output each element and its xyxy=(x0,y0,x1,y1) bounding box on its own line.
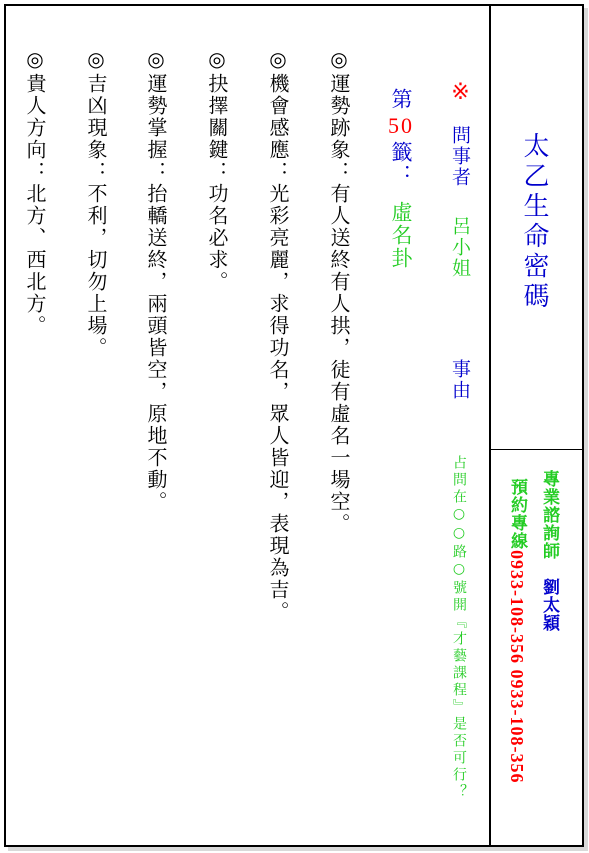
line-fortune-control: ◎運勢掌握：抬轎送終，兩頭皆空，原地不動。 xyxy=(144,47,168,513)
column-divider xyxy=(489,4,491,847)
lot-name: 虛名卦 xyxy=(389,201,413,270)
line-luck-omen: ◎吉凶現象：不利，切勿上場。 xyxy=(84,47,108,359)
consultant-label xyxy=(540,470,557,632)
lot-column xyxy=(388,88,414,270)
phone-label: 預約專線 xyxy=(507,478,527,550)
phone-numbers: 0933-108-356 0933-108-356 xyxy=(507,550,527,784)
reason-label: 事由 xyxy=(449,359,471,401)
consultant-label-text: 專業諮詢師 xyxy=(539,470,559,560)
lot-suffix: 籤： xyxy=(389,141,413,187)
asker-name: 呂小姐 xyxy=(449,216,471,279)
line-fortune-signs: ◎運勢跡象：有人送終有人拱，徒有虛名一場空。 xyxy=(327,47,351,535)
lot-prefix: 第 xyxy=(389,88,413,111)
row-divider xyxy=(489,449,584,450)
query-column xyxy=(449,80,471,401)
consultant-name: 劉太穎 xyxy=(539,578,559,632)
mark-icon: ※ xyxy=(448,80,473,107)
phone-line xyxy=(508,478,526,783)
lot-number: 50 xyxy=(388,113,414,138)
page-title: 太乙生命密碼 xyxy=(519,132,549,312)
line-benefactor-direction: ◎貴人方向：北方、西北方。 xyxy=(23,47,47,337)
asker-label: 問事者 xyxy=(449,125,471,188)
reason-text: 占問在○○路○號開『才藝課程』是否可行？ xyxy=(451,455,467,801)
line-decision-key: ◎抉擇關鍵：功名必求。 xyxy=(205,47,229,293)
line-opportunity: ◎機會感應：光彩亮麗，求得功名，眾人皆迎，表現為吉。 xyxy=(266,47,290,623)
